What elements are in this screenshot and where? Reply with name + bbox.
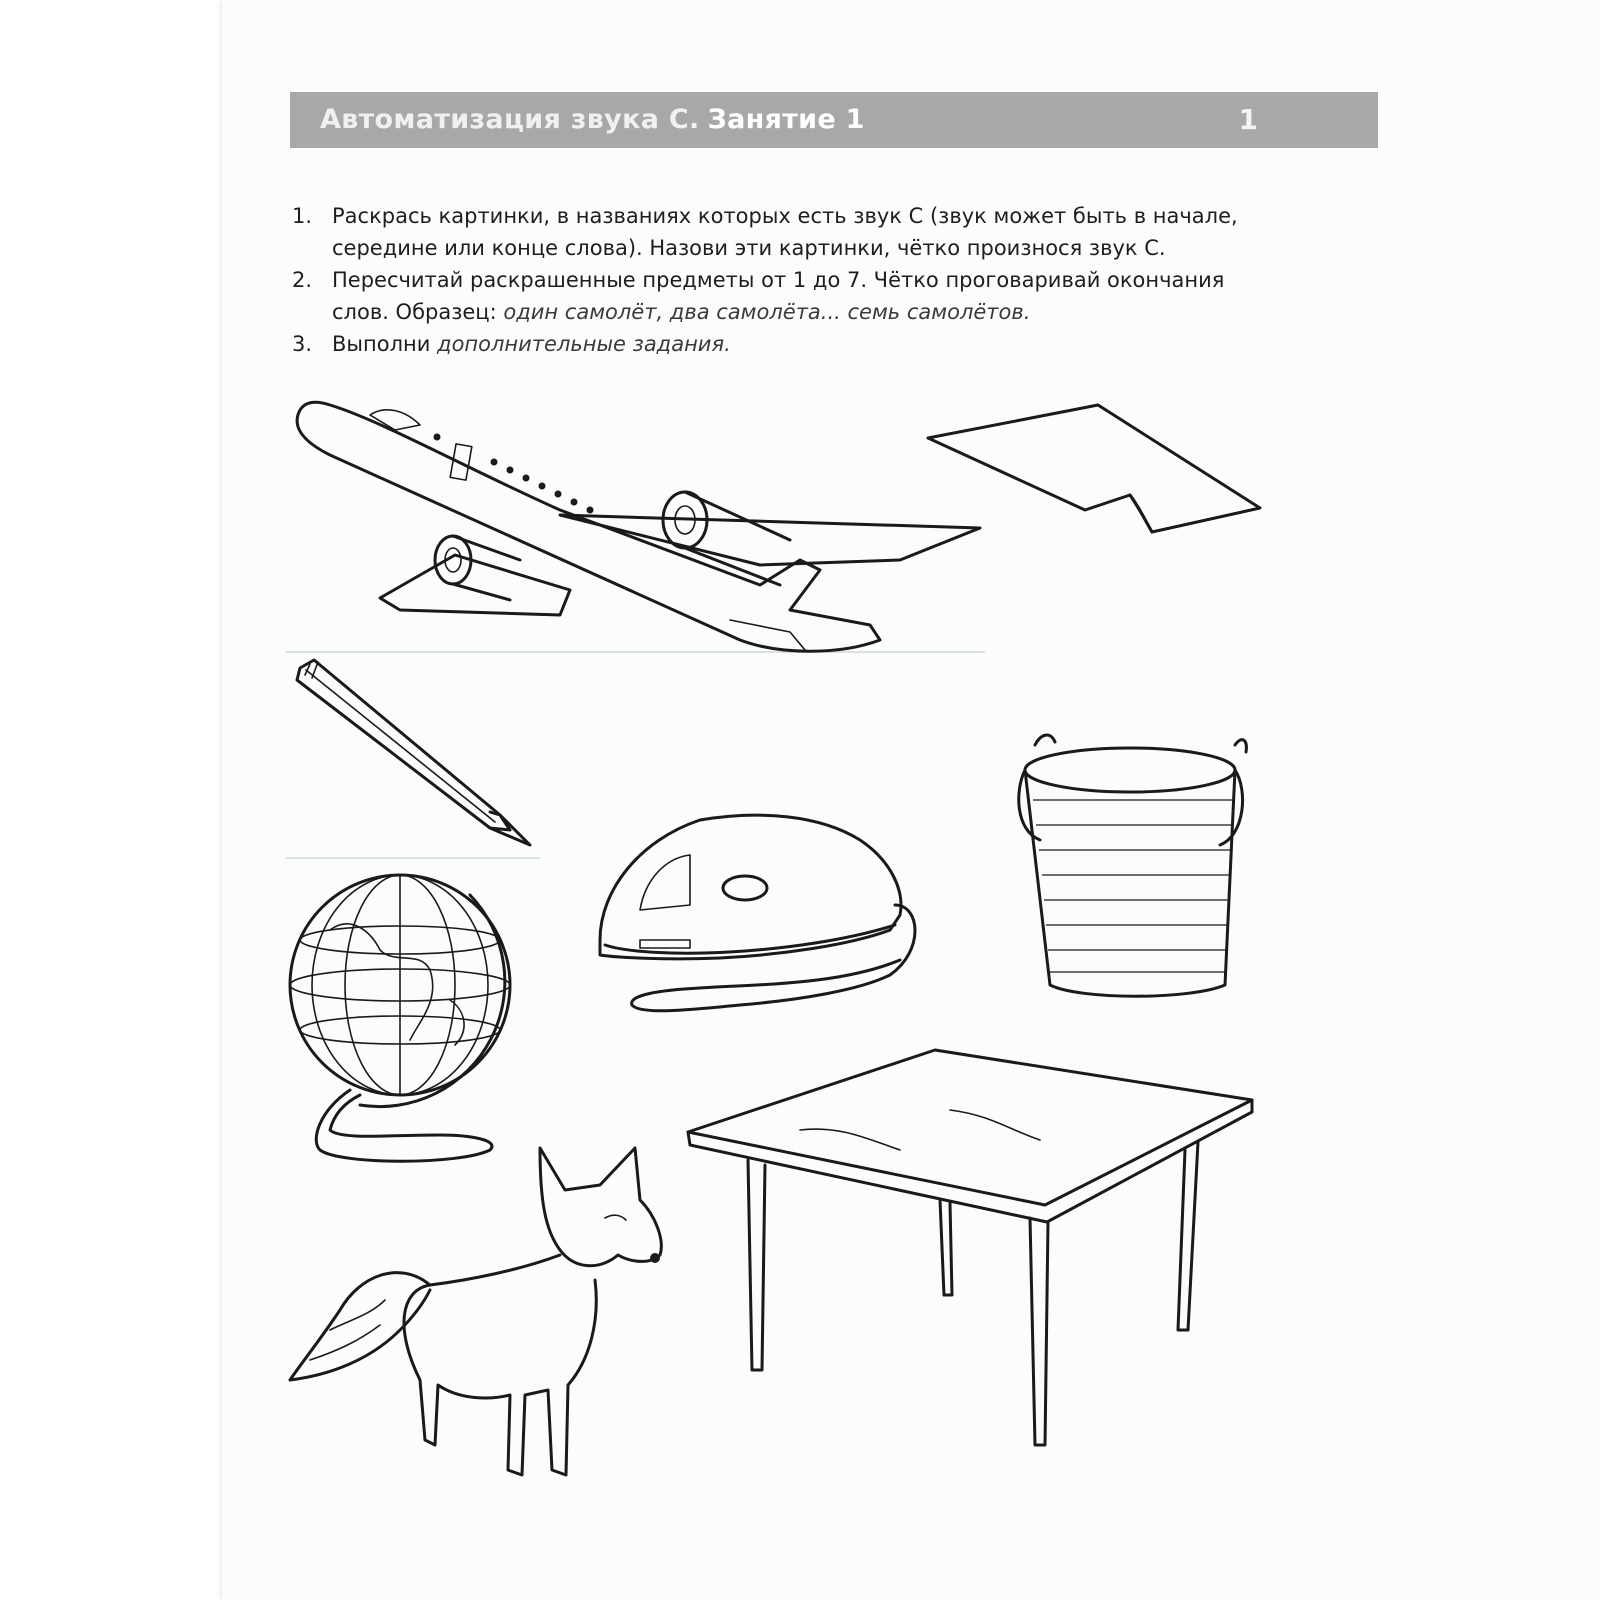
task-emphasis: дополнительные задания.: [437, 332, 731, 356]
task-example: один самолёт, два самолёта... семь самолётов.: [503, 300, 1031, 324]
iron-picture: [600, 815, 915, 1011]
task-text: Пересчитай раскрашенные предметы от 1 до 7. Чётко проговаривай окончания слов. Образец:: [332, 268, 1225, 324]
task-number: 1.: [292, 204, 313, 228]
page-number: 1: [1238, 103, 1258, 136]
table-picture: [688, 1050, 1252, 1445]
airplane-picture: [297, 402, 980, 651]
sheet-of-paper-picture: [928, 405, 1260, 532]
fox-picture: [290, 1148, 661, 1475]
title-lesson: Занятие 1: [707, 104, 865, 135]
bucket-picture: [1019, 735, 1247, 996]
title-topic: Автоматизация звука С.: [320, 104, 700, 135]
task-number: 2.: [292, 268, 313, 292]
pencil-picture: [297, 660, 530, 845]
task-number: 3.: [292, 332, 313, 356]
globe-picture: [290, 875, 510, 1161]
task-text: Раскрась картинки, в названиях которых есть звук С (звук может быть в начале, середине или конце слова). Назови эти картинки, чётко произнося звук С.: [332, 204, 1238, 260]
task-text: Выполни: [332, 332, 438, 356]
